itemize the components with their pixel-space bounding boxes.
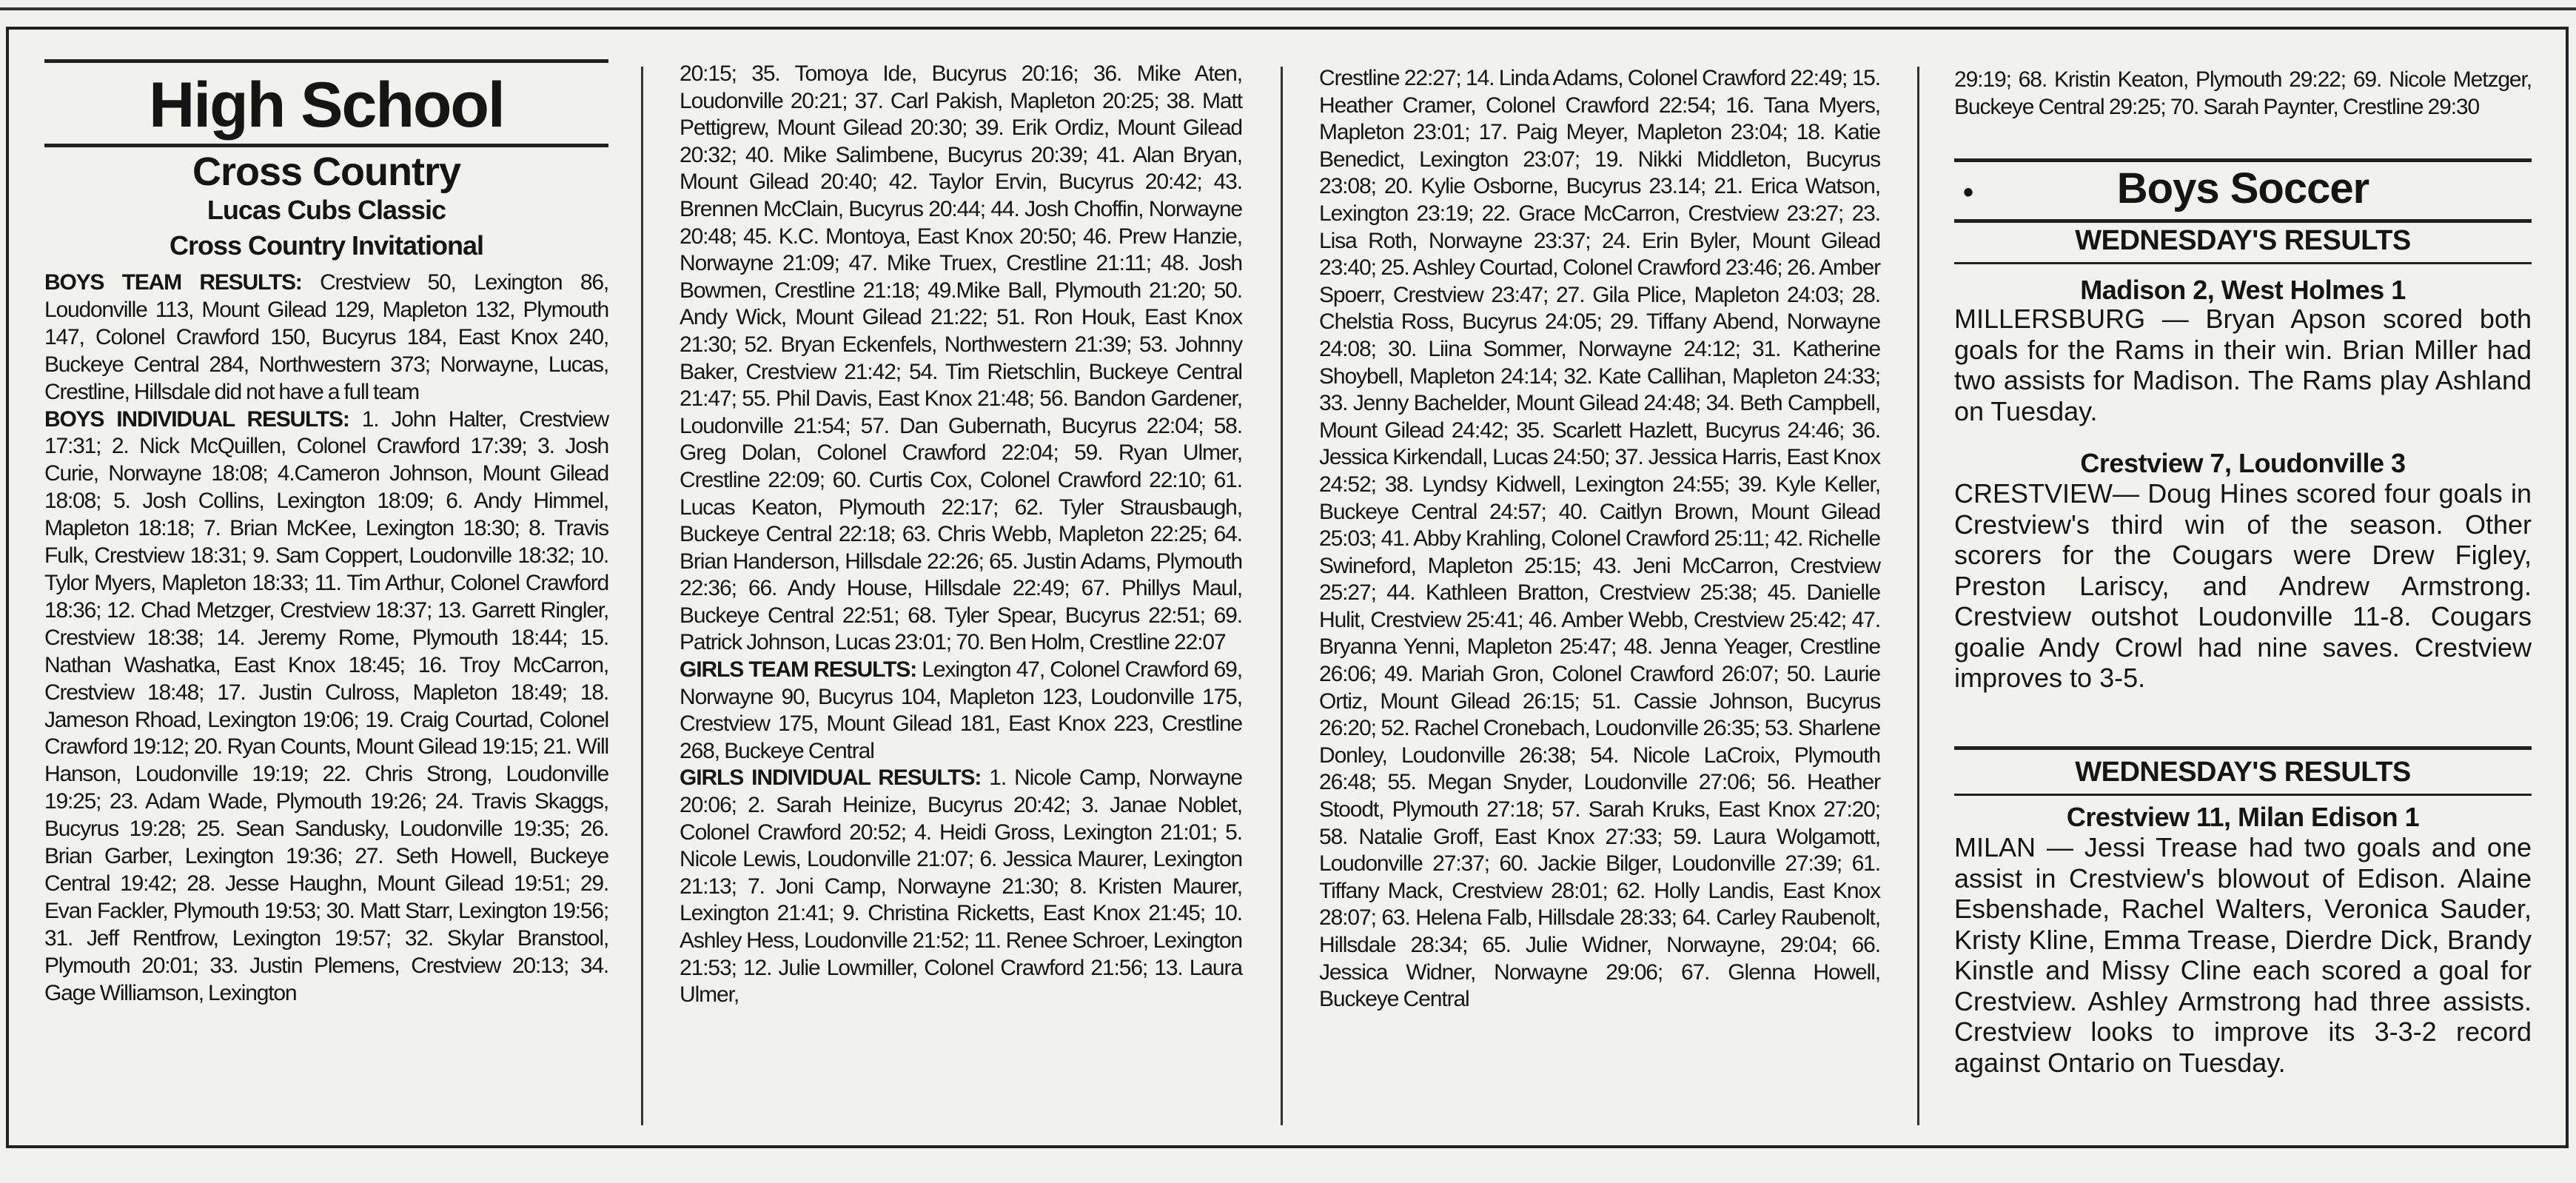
column-divider-3 [1917, 67, 1919, 1125]
column-3-text [1319, 65, 1880, 1013]
game-2-title: Crestview 7, Loudonville 3 [2080, 448, 2406, 478]
girls-individual-results: 1. Nicole Camp, Norwayne 20:06; 2. Sarah Heinize, Bucyrus 20:42; 3. Janae Noblet, Colonel Crawford 20:52; 4. Heidi Gross, Lexington 21:01; 5. Nicole Lewis, Loudonville 21:07; 6. Jessica Maurer, Lexington 21:13; 7. Joni Camp, Norwayne 21:30; 8. Kristen Maurer, Lexington 21:41; 9. Christina Ricketts, East Knox 21:45; 10. Ashley Hess, Loudonville 21:52; 11. Renee Schroer, Lexington 21:53; 12. Julie Lowmiller, Colonel Crawford 21:56; 13. Laura Ulmer, [680, 765, 1242, 1008]
top-border-line [0, 7, 2576, 10]
game-2-report: CRESTVIEW— Doug Hines scored four goals in Crestview's third win of the season. Other scorers for the Cougars were Drew Figley, Preston Lariscy, and Andrew Armstrong. Crestview outshot Loudonville 11-8. Cougars goalie Andy Crowl had nine saves. Crestview improves to 3-5. [1954, 478, 2532, 693]
rule-above-results-2 [1954, 746, 2532, 750]
boys-team-label: BOYS TEAM RESULTS: [44, 270, 302, 295]
rule-under-results-1 [1954, 262, 2532, 264]
results-heading-2: WEDNESDAY'S RESULTS [2075, 757, 2411, 788]
boys-individual-results-cont: 20:15; 35. Tomoya Ide, Bucyrus 20:16; 36. Mike Aten, Loudonville 20:21; 37. Carl Pakish, Mapleton 20:25; 38. Matt Pettigrew, Mount Gilead 20:30; 39. Erik Ordiz, Mount Gilead 20:32; 40. Mike Salimbene, Bucyrus 20:39; 41. Alan Bryan, Mount Gilead 20:40; 42. Taylor Ervin, Bucyrus 20:42; 43. Brennen McClain, Bucyrus 20:44; 44. Josh Choffin, Norwayne 20:48; 45. K.C. Montoya, East Knox 20:50; 46. Prew Hanzie, Norwayne 21:09; 47. Mike Truex, Crestline 21:11; 48. Josh Bowmen, Crestline 21:18; 49.Mike Ball, Plymouth 21:20; 50. Andy Wick, Mount Gilead 21:22; 51. Ron Houk, East Knox 21:30; 52. Bryan Eckenfels, Northwestern 21:39; 53. Johnny Baker, Crestview 21:42; 54. Tim Rietschlin, Buckeye Central 21:47; 55. Phil Davis, East Knox 21:48; 56. Bandon Gardener, Loudonville 21:54; 57. Dan Gubernath, Bucyrus 22:04; 58. Greg Dolan, Colonel Crawford 22:04; 59. Ryan Ulmer, Crestline 22:09; 60. Curtis Cox, Colonel Crawford 22:10; 61. Lucas Keaton, Plymouth 22:17; 62. Tyler Strausbaugh, Buckeye Central 22:18; 63. Chris Webb, Mapleton 22:25; 64. Brian Handerson, Hillsdale 22:26; 65. Justin Adams, Plymouth 22:36; 66. Andy House, Hillsdale 22:49; 67. Phillys Maul, Buckeye Central 22:51; 68. Tyler Spear, Bucyrus 22:51; 69. Patrick Johnson, Lucas 23:01; 70. Ben Holm, Crestline 22:07 [680, 61, 1242, 655]
game-3-title: Crestview 11, Milan Edison 1 [2066, 802, 2420, 832]
rule-under-results-2 [1954, 794, 2532, 796]
girls-team-results: Lexington 47, Colonel Crawford 69, Norwayne 90, Bucyrus 104, Mapleton 123, Loudonville 175, Crestview 175, Mount Gilead 181, East Knox 223, Crestline 268, Buckeye Central [680, 657, 1242, 763]
boys-individual-label: BOYS INDIVIDUAL RESULTS: [44, 406, 349, 432]
column-divider-2 [1281, 67, 1283, 1125]
rule-under-soccer [1954, 219, 2532, 223]
sport-title-boys-soccer: Boys Soccer [2116, 164, 2369, 212]
girls-individual-results-cont: Crestline 22:27; 14. Linda Adams, Colonel Crawford 22:49; 15. Heather Cramer, Colonel Crawford 22:54; 16. Tana Myers, Mapleton 23:01; 17. Paig Meyer, Mapleton 23:04; 18. Katie Benedict, Lexington 23:07; 19. Nikki Middleton, Bucyrus 23:08; 20. Kylie Osborne, Bucyrus 23.14; 21. Erica Watson, Lexington 23:19; 22. Grace McCarron, Crestview 23:27; 23. Lisa Roth, Norwayne 23:37; 24. Erin Byler, Mount Gilead 23:40; 25. Ashley Courtad, Colonel Crawford 23:46; 26. Amber Spoerr, Crestview 23:47; 27. Gila Plice, Mapleton 24:03; 28. Chelstia Ross, Bucyrus 24:05; 29. Tiffany Abend, Norwayne 24:08; 30. Liina Sommer, Norwayne 24:12; 31. Katherine Shoybell, Mapleton 24:14; 32. Kate Callihan, Mapleton 24:33; 33. Jenny Bachelder, Mount Gilead 24:48; 34. Beth Campbell, Mount Gilead 24:42; 35. Scarlett Hazlett, Bucyrus 24:46; 36. Jessica Kirkendall, Lucas 24:50; 37. Jessica Harris, East Knox 24:52; 38. Lyndsy Kidwell, Lexington 24:55; 39. Kyle Keller, Buckeye Central 24:57; 40. Caitlyn Brown, Mount Gilead 25:03; 41. Abby Krahling, Colonel Crawford 25:11; 42. Richelle Swineford, Mapleton 25:15; 43. Jeni McCarron, Crestview 25:27; 44. Kathleen Bratton, Crestview 25:38; 45. Danielle Hulit, Crestview 25:41; 46. Amber Webb, Crestview 25:42; 47. Bryanna Yenni, Mapleton 25:47; 48. Jenna Yeager, Crestline 26:06; 49. Mariah Gron, Colonel Crawford 26:07; 50. Laurie Ortiz, Mount Gilead 26:15; 51. Cassie Johnson, Bucyrus 26:20; 52. Rachel Cronebach, Loudonville 26:35; 53. Sharlene Donley, Loudonville 26:38; 54. Nicole LaCroix, Plymouth 26:48; 55. Megan Snyder, Loudonville 27:06; 56. Heather Stoodt, Plymouth 27:18; 57. Sarah Kruks, East Knox 27:20; 58. Natalie Groff, East Knox 27:33; 59. Laura Wolgamott, Loudonville 27:37; 60. Jackie Bilger, Loudonville 27:39; 61. Tiffany Mack, Crestview 28:01; 62. Holly Landis, East Knox 28:07; 63. Helena Falb, Hillsdale 28:33; 64. Carley Raubenolt, Hillsdale 28:34; 65. Julie Widner, Norwayne, 29:04; 66. Jessica Widner, Norwayne 29:06; 67. Glenna Howell, Buckeye Central [1319, 66, 1880, 1012]
bullet-glyph: • [1963, 176, 1974, 209]
girls-team-label: GIRLS TEAM RESULTS: [680, 657, 917, 683]
girls-individual-label: GIRLS INDIVIDUAL RESULTS: [680, 765, 982, 791]
game-3-report: MILAN — Jessi Trease had two goals and one assist in Crestview's blowout of Edison. Alaine Esbenshade, Rachel Walters, Veronica Sauder, Kristy Kline, Emma Trease, Dierdre Dick, Brandy Kinstle and Missy Cline each scored a goal for Crestview. Ashley Armstrong had three assists. Crestview looks to improve its 3-3-2 record against Ontario on Tuesday. [1954, 832, 2532, 1078]
column-1-text [44, 269, 608, 1007]
section-title-high-school: High School [149, 70, 504, 141]
sport-title-cross-country: Cross Country [192, 150, 461, 194]
meet-name-line1: Lucas Cubs Classic [207, 195, 446, 225]
boys-individual-results: 1. John Halter, Crestview 17:31; 2. Nick McQuillen, Colonel Crawford 17:39; 3. Josh Curie, Norwayne 18:08; 4.Cameron Johnson, Mount Gilead 18:08; 5. Josh Collins, Lexington 18:09; 6. Andy Himmel, Mapleton 18:18; 7. Brian McKee, Lexington 18:30; 8. Travis Fulk, Crestview 18:31; 9. Sam Coppert, Loudonville 18:32; 10. Tylor Myers, Mapleton 18:33; 11. Tim Arthur, Colonel Crawford 18:36; 12. Chad Metzger, Crestview 18:37; 13. Garrett Ringler, Crestview 18:38; 14. Jeremy Rome, Plymouth 18:44; 15. Nathan Washatka, East Knox 18:45; 16. Troy McCarron, Crestview 18:48; 17. Justin Culross, Mapleton 18:49; 18. Jameson Rhoad, Lexington 19:06; 19. Craig Courtad, Colonel Crawford 19:12; 20. Ryan Counts, Mount Gilead 19:15; 21. Will Hanson, Loudonville 19:19; 22. Chris Strong, Loudonville 19:25; 23. Adam Wade, Plymouth 19:26; 24. Travis Skaggs, Bucyrus 19:28; 25. Sean Sandusky, Loudonville 19:35; 26. Brian Garber, Lexington 19:36; 27. Seth Howell, Buckeye Central 19:42; 28. Jesse Haughn, Mount Gilead 19:51; 29. Evan Fackler, Plymouth 19:53; 30. Matt Starr, Lexington 19:56; 31. Jeff Rentfrow, Lexington 19:57; 32. Skylar Branstool, Plymouth 20:01; 33. Justin Plemens, Crestview 20:13; 34. Gage Williamson, Lexington [44, 406, 608, 1005]
rule-top-col1 [44, 59, 608, 63]
rule-under-title [44, 144, 608, 147]
girls-individual-results-end: 29:19; 68. Kristin Keaton, Plymouth 29:22; 69. Nicole Metzger, Buckeye Central 29:25; 70. Sarah Paynter, Crestline 29:30 [1954, 67, 2532, 119]
meet-name-line2: Cross Country Invitational [169, 230, 484, 261]
column-2-text [680, 61, 1242, 1009]
results-heading-1: WEDNESDAY'S RESULTS [2075, 225, 2411, 256]
game-1-title: Madison 2, West Holmes 1 [2080, 275, 2406, 305]
column-divider-1 [641, 67, 643, 1125]
rule-above-soccer [1954, 158, 2532, 162]
boys-team-results: Crestview 50, Lexington 86, Loudonville 113, Mount Gilead 129, Mapleton 132, Plymouth 147, Colonel Crawford 150, Bucyrus 184, East Knox 240, Buckeye Central 284, Northwestern 373; Norwayne, Lucas, Crestline, Hillsdale did not have a full team [44, 270, 608, 404]
game-1-report: MILLERSBURG — Bryan Apson scored both goals for the Rams in their win. Brian Miller had two assists for Madison. The Rams play Ashland on Tuesday. [1954, 304, 2532, 426]
